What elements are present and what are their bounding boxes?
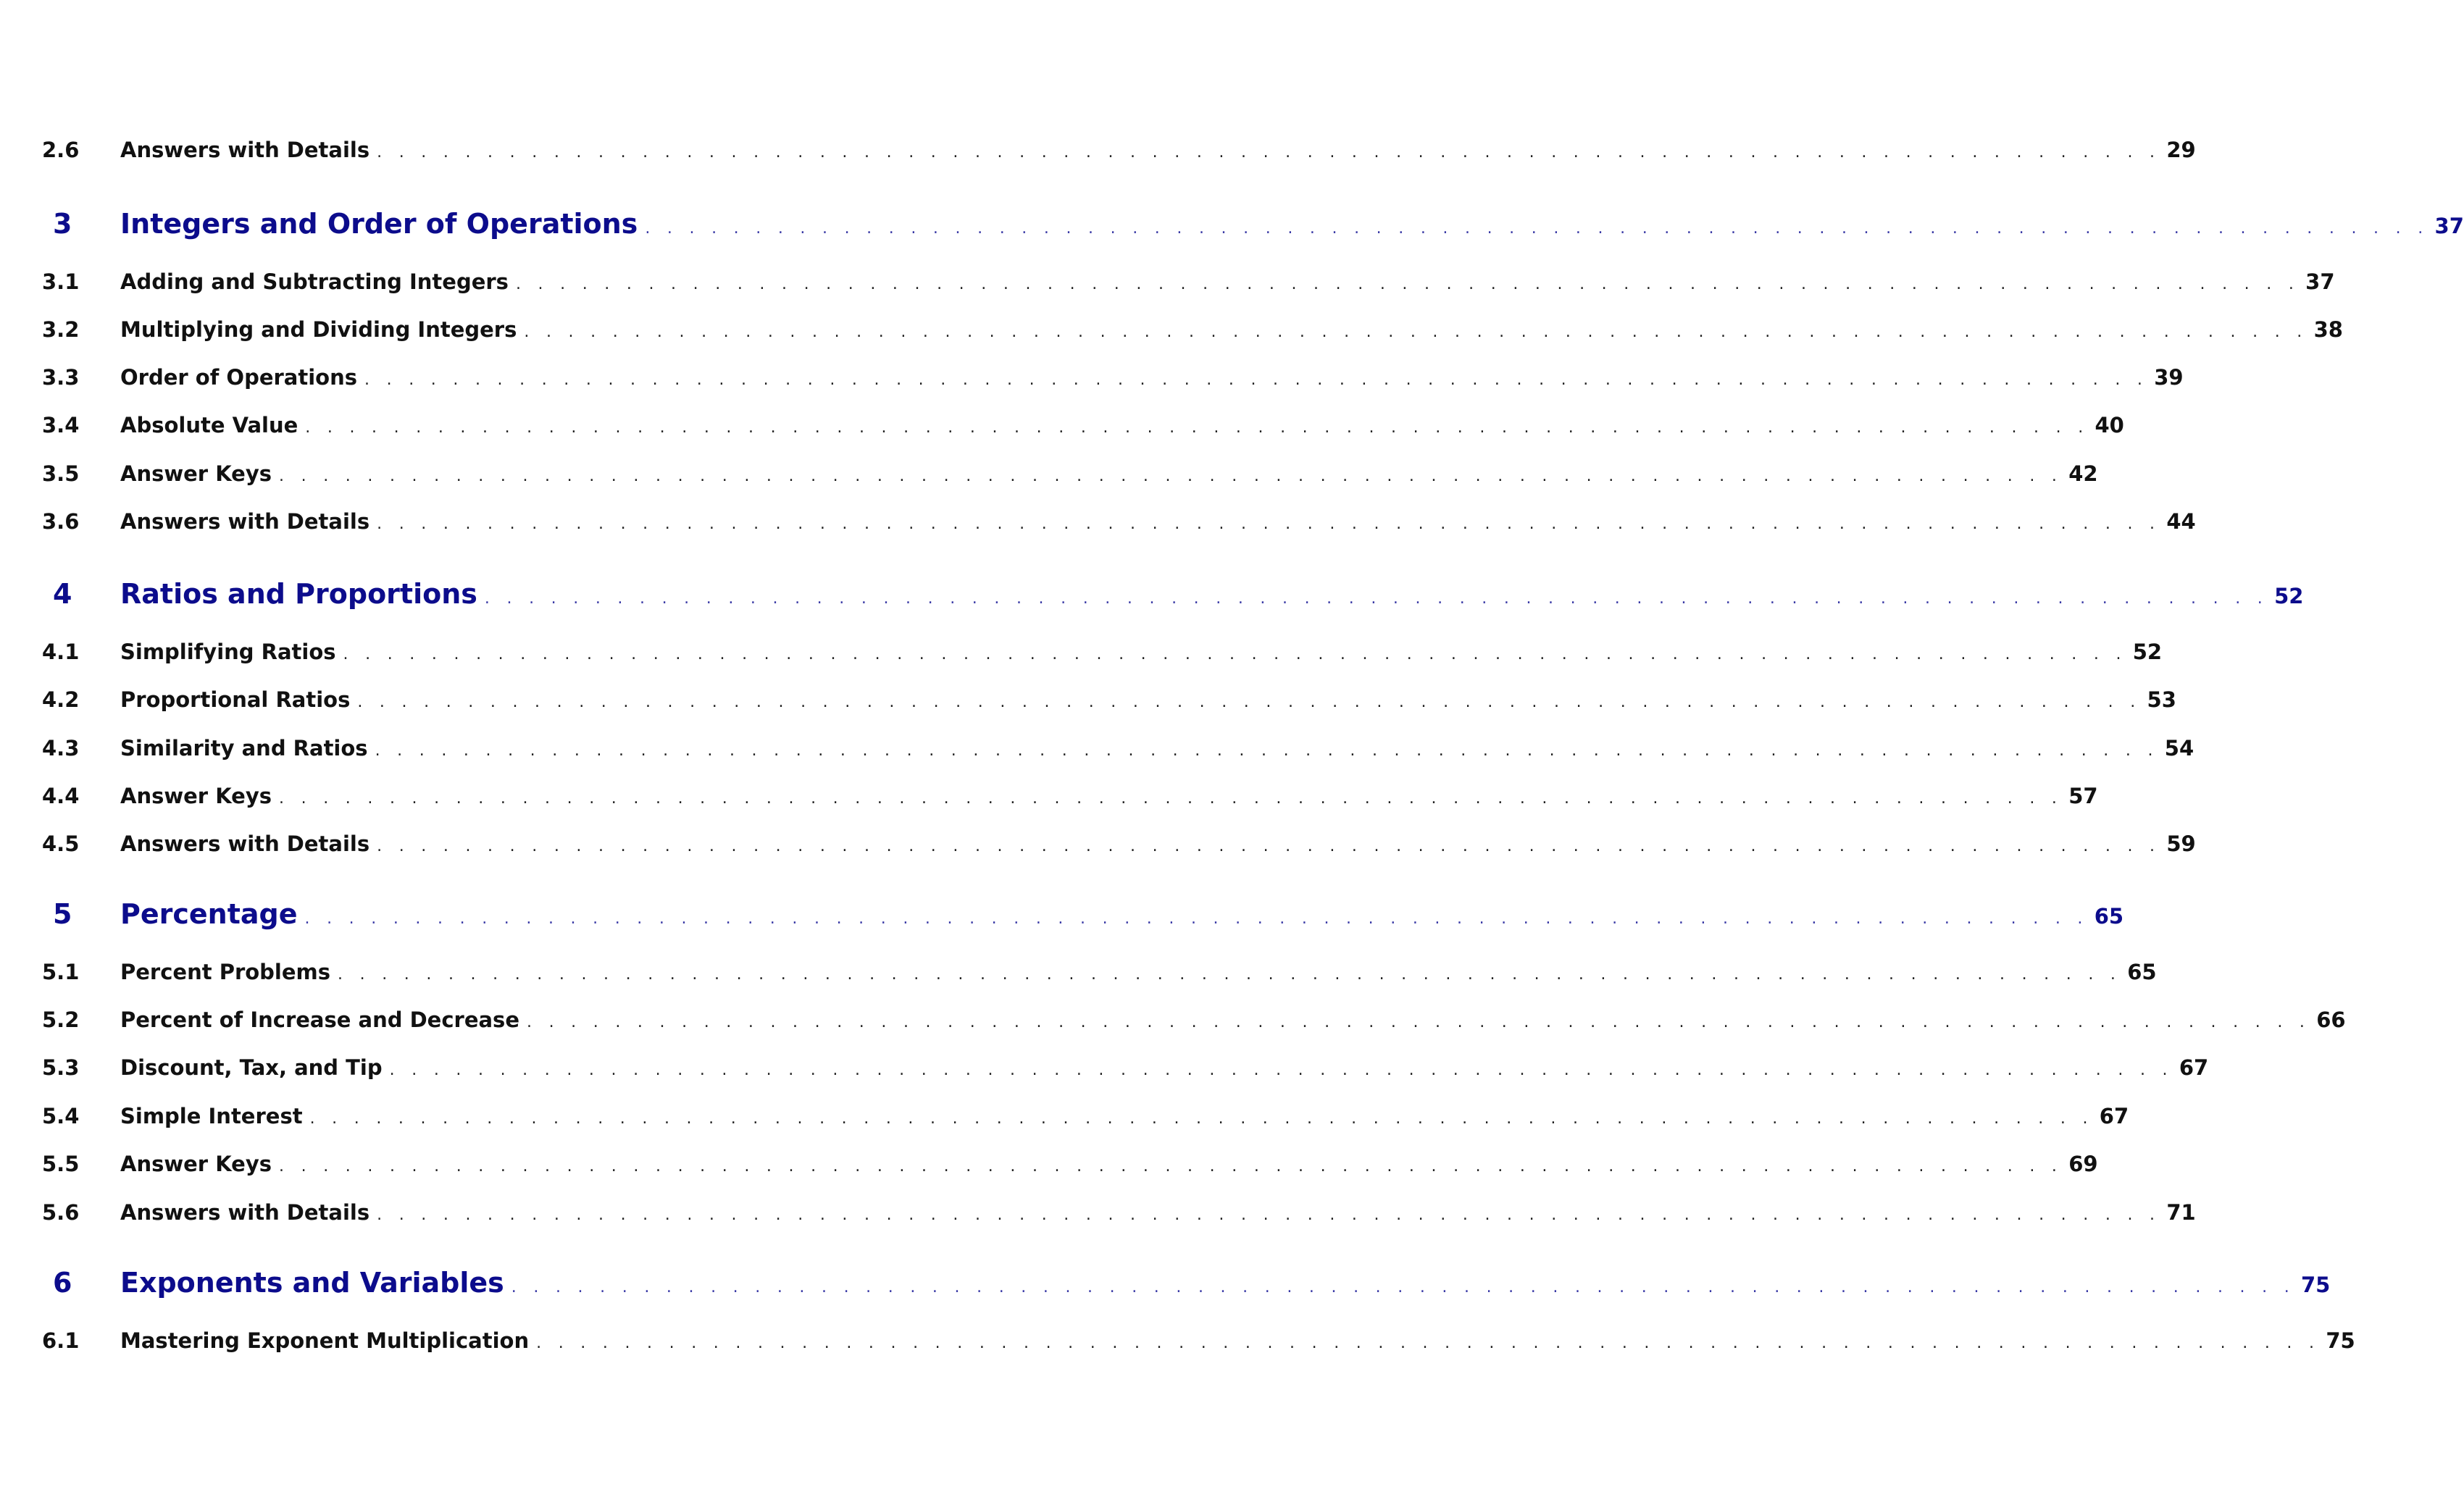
toc-section-entry[interactable] <box>42 687 2176 716</box>
toc-section-entry[interactable] <box>42 960 2157 989</box>
section-number: 4.1 <box>42 640 80 664</box>
page-number: 65 <box>2094 904 2124 929</box>
section-title: Order of Operations <box>120 365 358 390</box>
chapter-number: 4 <box>53 578 72 610</box>
page-number: 75 <box>2326 1328 2355 1353</box>
page-number: 54 <box>2164 736 2194 761</box>
section-number: 5.6 <box>42 1200 80 1225</box>
page-number: 37 <box>2434 214 2464 238</box>
dot-leader: . . . . . . . . . . . . . . . . . . . . . . . . . . . . . . . . . . . . . . . . . . . . . . . . . . . . . . . . . . . . . . . . . . . . . . . . . . . . . . . . . <box>377 143 2161 162</box>
section-title: Answer Keys <box>120 784 272 808</box>
section-number: 5.1 <box>42 960 80 984</box>
section-title: Answers with Details <box>120 509 370 534</box>
chapter-number: 5 <box>53 898 72 930</box>
toc-section-entry[interactable] <box>42 736 2194 765</box>
section-title: Proportional Ratios <box>120 687 351 712</box>
chapter-title: Integers and Order of Operations <box>120 208 638 240</box>
section-number: 5.2 <box>42 1007 80 1032</box>
section-number: 5.4 <box>42 1104 80 1128</box>
dot-leader: . . . . . . . . . . . . . . . . . . . . . . . . . . . . . . . . . . . . . . . . . . . . . . . . . . . . . . . . . . . . . . . . . . . . . . . . . . . . . . . . . <box>515 275 2300 293</box>
section-number: 5.3 <box>42 1055 80 1080</box>
toc-section-entry[interactable] <box>42 1328 2355 1357</box>
section-number: 2.6 <box>42 138 80 162</box>
toc-section-entry[interactable] <box>42 365 2184 394</box>
section-title: Answer Keys <box>120 1152 272 1176</box>
section-number: 4.2 <box>42 687 80 712</box>
toc-section-entry[interactable] <box>42 317 2343 346</box>
toc-section-entry[interactable] <box>42 413 2124 442</box>
section-number: 3.1 <box>42 269 80 294</box>
page-number: 40 <box>2095 413 2124 437</box>
page-number: 37 <box>2305 269 2335 294</box>
dot-leader: . . . . . . . . . . . . . . . . . . . . . . . . . . . . . . . . . . . . . . . . . . . . . . . . . . . . . . . . . . . . . . . . . . . . . . . . . . . . . . . . . <box>536 1334 2321 1352</box>
chapter-number: 6 <box>53 1267 72 1299</box>
toc-section-entry[interactable] <box>42 1007 2346 1036</box>
dot-leader: . . . . . . . . . . . . . . . . . . . . . . . . . . . . . . . . . . . . . . . . . . . . . . . . . . . . . . . . . . . . . . . . . . . . . . . . . . . . . . . . . <box>484 590 2269 608</box>
dot-leader: . . . . . . . . . . . . . . . . . . . . . . . . . . . . . . . . . . . . . . . . . . . . . . . . . . . . . . . . . . . . . . . . . . . . . . . . . . . . . . . . . <box>645 219 2429 238</box>
chapter-title: Ratios and Proportions <box>120 578 477 610</box>
toc-section-entry[interactable] <box>42 138 2196 167</box>
toc-section-entry[interactable] <box>42 1104 2129 1133</box>
dot-leader: . . . . . . . . . . . . . . . . . . . . . . . . . . . . . . . . . . . . . . . . . . . . . . . . . . . . . . . . . . . . . . . . . . . . . . . . . . . . . . . . . <box>357 693 2142 711</box>
page-number: 42 <box>2068 461 2098 486</box>
toc-section-entry[interactable] <box>42 831 2196 860</box>
page-number: 67 <box>2179 1055 2209 1080</box>
page-number: 52 <box>2132 640 2163 664</box>
toc-section-entry[interactable] <box>42 269 2335 298</box>
section-title: Simplifying Ratios <box>120 640 336 664</box>
section-title: Answer Keys <box>120 461 272 486</box>
section-number: 3.4 <box>42 413 80 437</box>
dot-leader: . . . . . . . . . . . . . . . . . . . . . . . . . . . . . . . . . . . . . . . . . . . . . . . . . . . . . . . . . . . . . . . . . . . . . . . . . . . . . . . . . <box>377 515 2161 533</box>
section-title: Percent of Increase and Decrease <box>120 1007 519 1032</box>
toc-section-entry[interactable] <box>42 784 2098 813</box>
page-number: 53 <box>2147 687 2176 712</box>
dot-leader: . . . . . . . . . . . . . . . . . . . . . . . . . . . . . . . . . . . . . . . . . . . . . . . . . . . . . . . . . . . . . . . . . . . . . . . . . . . . . . . . . <box>279 789 2063 808</box>
section-number: 5.5 <box>42 1152 80 1176</box>
section-number: 3.5 <box>42 461 80 486</box>
dot-leader: . . . . . . . . . . . . . . . . . . . . . . . . . . . . . . . . . . . . . . . . . . . . . . . . . . . . . . . . . . . . . . . . . . . . . . . . . . . . . . . . . <box>279 1157 2063 1176</box>
section-title: Simple Interest <box>120 1104 303 1128</box>
dot-leader: . . . . . . . . . . . . . . . . . . . . . . . . . . . . . . . . . . . . . . . . . . . . . . . . . . . . . . . . . . . . . . . . . . . . . . . . . . . . . . . . . <box>338 965 2122 984</box>
toc-chapter-entry[interactable] <box>42 1267 2331 1306</box>
section-number: 4.3 <box>42 736 80 761</box>
toc-section-entry[interactable] <box>42 461 2098 490</box>
page-number: 59 <box>2166 831 2196 856</box>
toc-chapter-entry[interactable] <box>42 898 2124 937</box>
toc-chapter-entry[interactable] <box>42 578 2304 617</box>
section-title: Similarity and Ratios <box>120 736 368 761</box>
section-number: 3.2 <box>42 317 80 342</box>
section-number: 6.1 <box>42 1328 80 1353</box>
chapter-number: 3 <box>53 208 72 240</box>
page-number: 52 <box>2274 584 2304 608</box>
page-number: 75 <box>2301 1273 2331 1297</box>
dot-leader: . . . . . . . . . . . . . . . . . . . . . . . . . . . . . . . . . . . . . . . . . . . . . . . . . . . . . . . . . . . . . . . . . . . . . . . . . . . . . . . . . <box>377 1206 2161 1224</box>
section-title: Answers with Details <box>120 1200 370 1225</box>
dot-leader: . . . . . . . . . . . . . . . . . . . . . . . . . . . . . . . . . . . . . . . . . . . . . . . . . . . . . . . . . . . . . . . . . . . . . . . . . . . . . . . . . <box>343 645 2127 663</box>
page-number: 29 <box>2166 138 2196 162</box>
dot-leader: . . . . . . . . . . . . . . . . . . . . . . . . . . . . . . . . . . . . . . . . . . . . . . . . . . . . . . . . . . . . . . . . . . . . . . . . . . . . . . . . . <box>309 1110 2094 1128</box>
section-title: Mastering Exponent Multiplication <box>120 1328 530 1353</box>
section-number: 3.6 <box>42 509 80 534</box>
section-title: Answers with Details <box>120 831 370 856</box>
page-number: 69 <box>2068 1152 2098 1176</box>
toc-section-entry[interactable] <box>42 640 2163 669</box>
page-number: 39 <box>2154 365 2184 390</box>
page-number: 67 <box>2099 1104 2129 1128</box>
dot-leader: . . . . . . . . . . . . . . . . . . . . . . . . . . . . . . . . . . . . . . . . . . . . . . . . . . . . . . . . . . . . . . . . . . . . . . . . . . . . . . . . . <box>511 1278 2295 1296</box>
page-number: 44 <box>2166 509 2196 534</box>
page-number: 38 <box>2313 317 2343 342</box>
dot-leader: . . . . . . . . . . . . . . . . . . . . . . . . . . . . . . . . . . . . . . . . . . . . . . . . . . . . . . . . . . . . . . . . . . . . . . . . . . . . . . . . . <box>304 910 2089 928</box>
toc-chapter-entry[interactable] <box>42 208 2464 247</box>
section-title: Multiplying and Dividing Integers <box>120 317 517 342</box>
section-number: 4.4 <box>42 784 80 808</box>
chapter-title: Percentage <box>120 898 298 930</box>
page-number: 66 <box>2316 1007 2346 1032</box>
chapter-title: Exponents and Variables <box>120 1267 504 1299</box>
dot-leader: . . . . . . . . . . . . . . . . . . . . . . . . . . . . . . . . . . . . . . . . . . . . . . . . . . . . . . . . . . . . . . . . . . . . . . . . . . . . . . . . . <box>377 837 2161 855</box>
section-title: Answers with Details <box>120 138 370 162</box>
page-number: 71 <box>2166 1200 2196 1225</box>
dot-leader: . . . . . . . . . . . . . . . . . . . . . . . . . . . . . . . . . . . . . . . . . . . . . . . . . . . . . . . . . . . . . . . . . . . . . . . . . . . . . . . . . <box>527 1013 2311 1031</box>
dot-leader: . . . . . . . . . . . . . . . . . . . . . . . . . . . . . . . . . . . . . . . . . . . . . . . . . . . . . . . . . . . . . . . . . . . . . . . . . . . . . . . . . <box>389 1061 2173 1079</box>
section-number: 4.5 <box>42 831 80 856</box>
toc-section-entry[interactable] <box>42 1152 2098 1181</box>
section-title: Percent Problems <box>120 960 331 984</box>
section-title: Absolute Value <box>120 413 298 437</box>
page-number: 57 <box>2068 784 2098 808</box>
dot-leader: . . . . . . . . . . . . . . . . . . . . . . . . . . . . . . . . . . . . . . . . . . . . . . . . . . . . . . . . . . . . . . . . . . . . . . . . . . . . . . . . . <box>364 371 2149 389</box>
page-number: 65 <box>2127 960 2157 984</box>
toc-section-entry[interactable] <box>42 1200 2196 1229</box>
dot-leader: . . . . . . . . . . . . . . . . . . . . . . . . . . . . . . . . . . . . . . . . . . . . . . . . . . . . . . . . . . . . . . . . . . . . . . . . . . . . . . . . . <box>279 467 2063 485</box>
toc-section-entry[interactable] <box>42 1055 2209 1084</box>
section-title: Adding and Subtracting Integers <box>120 269 509 294</box>
dot-leader: . . . . . . . . . . . . . . . . . . . . . . . . . . . . . . . . . . . . . . . . . . . . . . . . . . . . . . . . . . . . . . . . . . . . . . . . . . . . . . . . . <box>524 323 2308 341</box>
dot-leader: . . . . . . . . . . . . . . . . . . . . . . . . . . . . . . . . . . . . . . . . . . . . . . . . . . . . . . . . . . . . . . . . . . . . . . . . . . . . . . . . . <box>305 419 2089 437</box>
toc-section-entry[interactable] <box>42 509 2196 538</box>
section-title: Discount, Tax, and Tip <box>120 1055 383 1080</box>
dot-leader: . . . . . . . . . . . . . . . . . . . . . . . . . . . . . . . . . . . . . . . . . . . . . . . . . . . . . . . . . . . . . . . . . . . . . . . . . . . . . . . . . <box>375 742 2159 760</box>
section-number: 3.3 <box>42 365 80 390</box>
